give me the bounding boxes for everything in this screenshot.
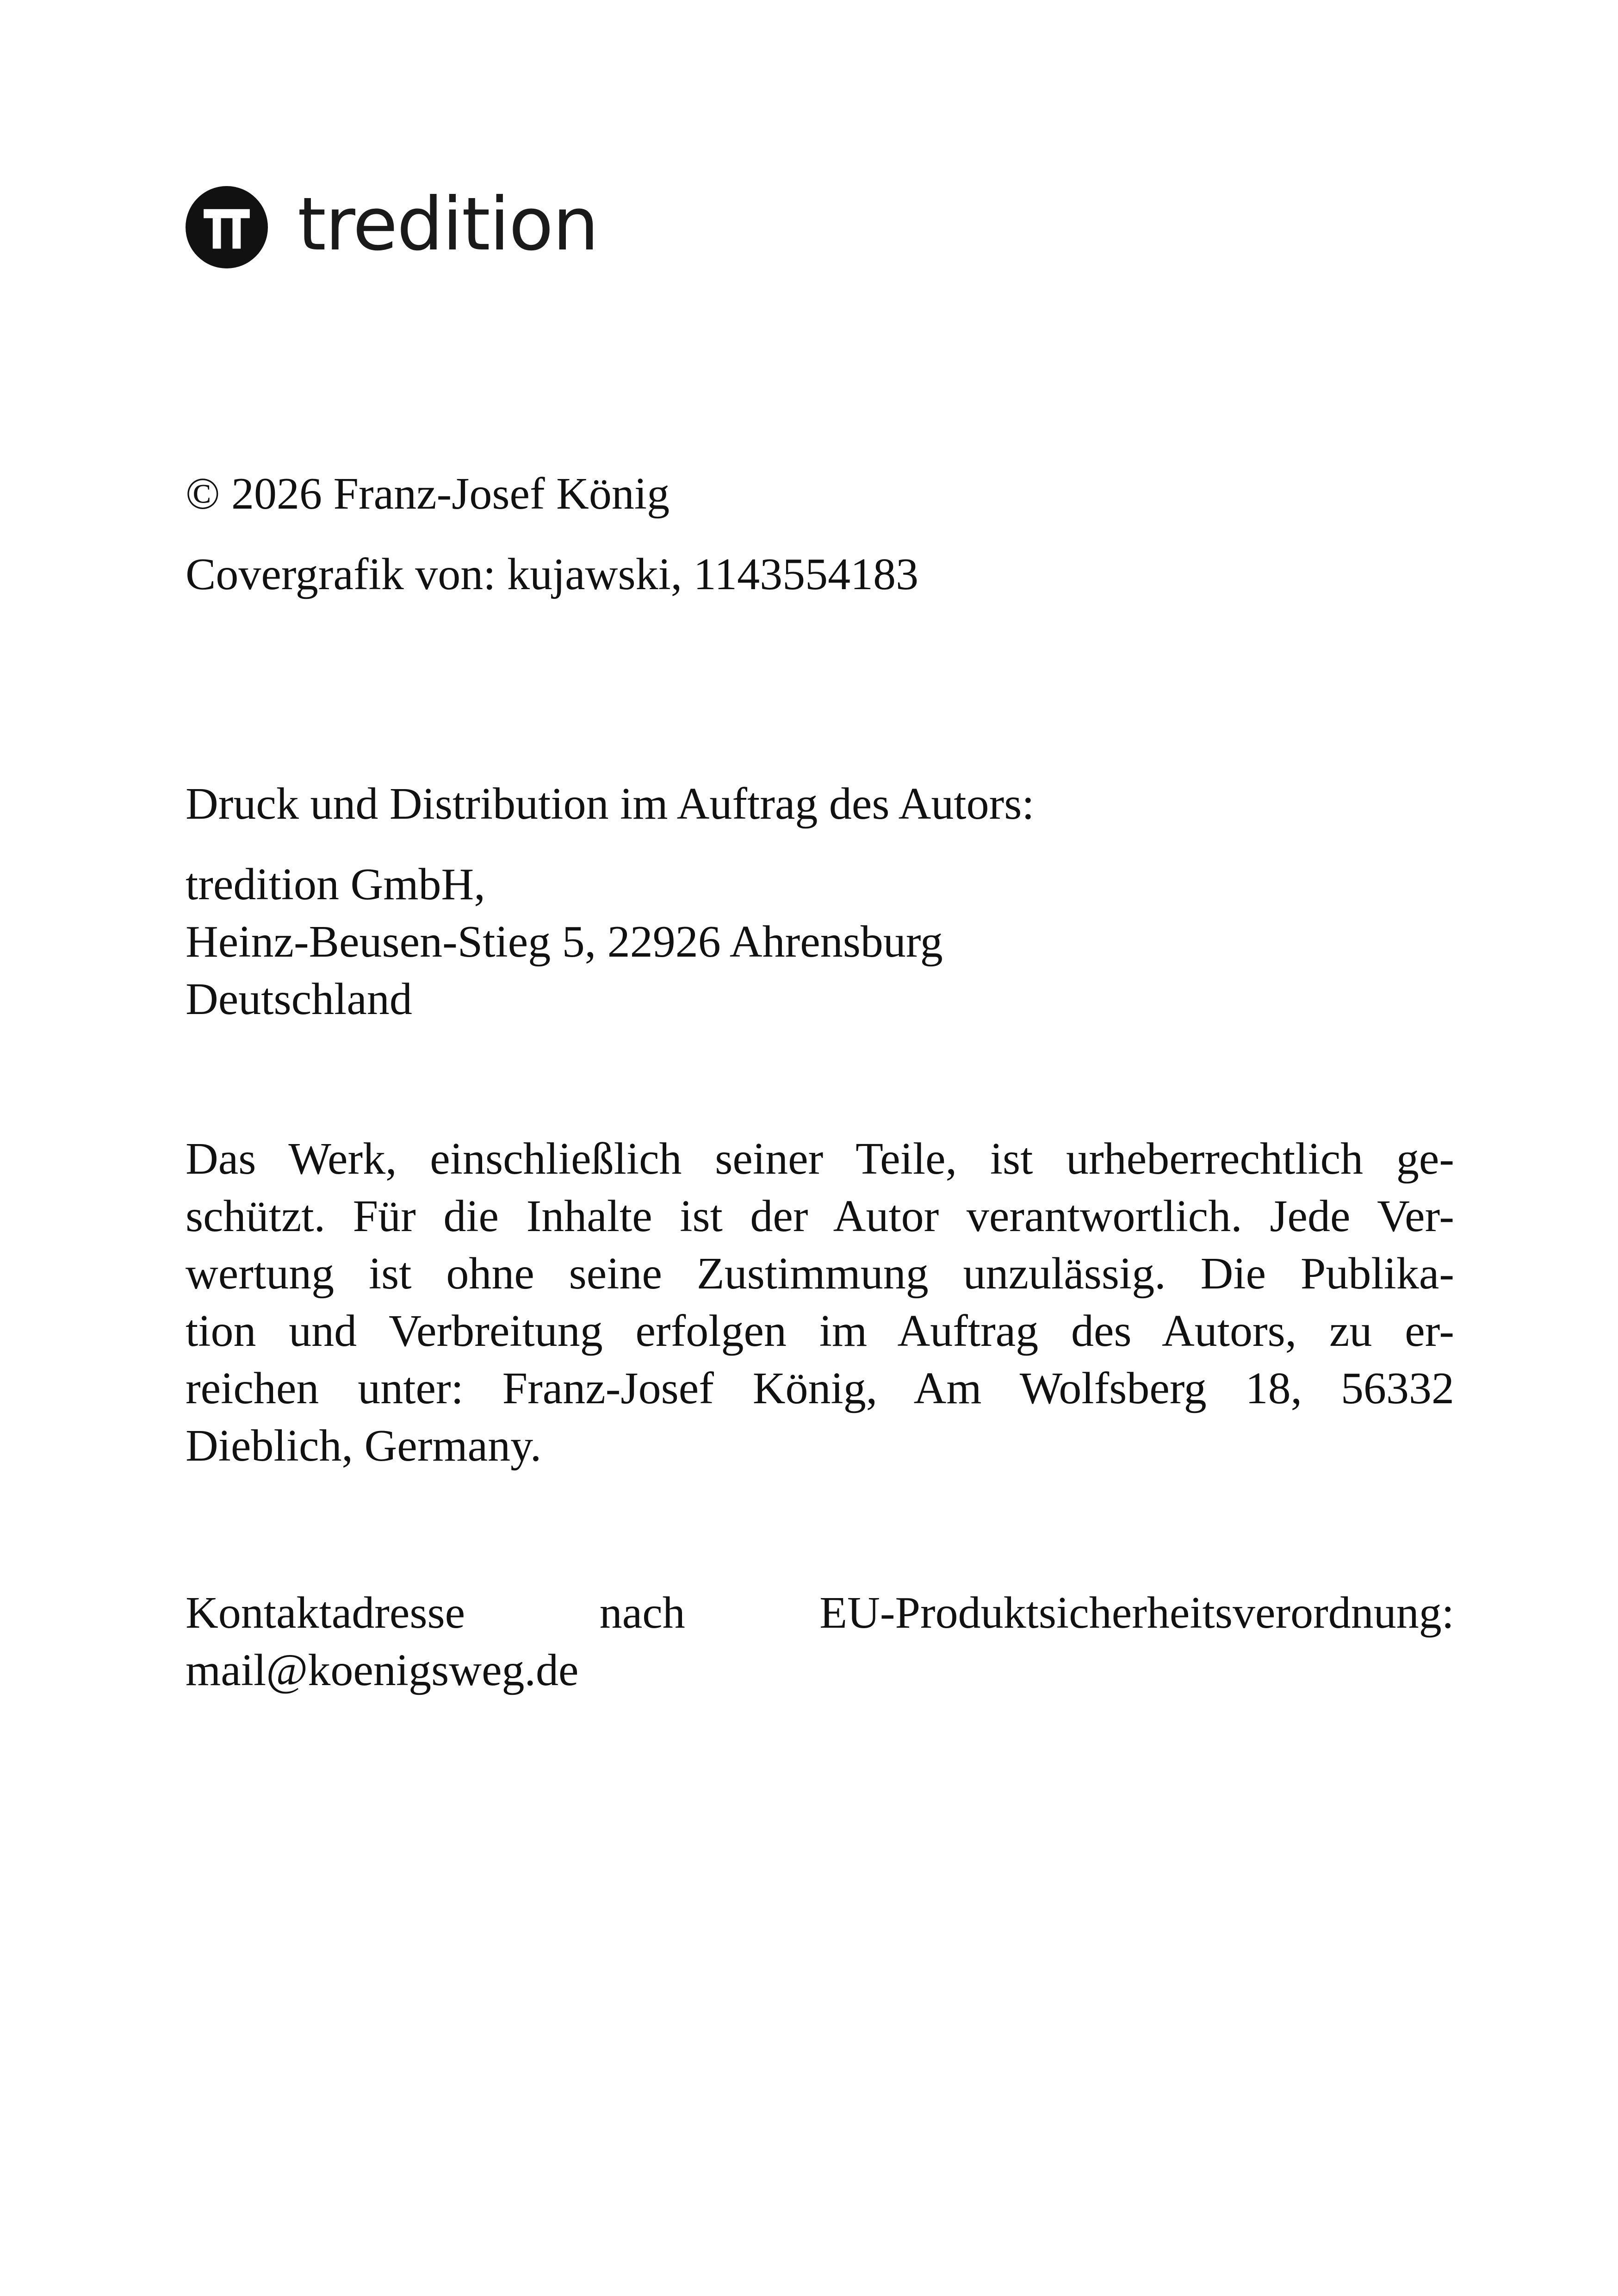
distribution-block (186, 775, 1454, 1028)
copyright-notice: © 2026 Franz-Josef König (186, 469, 670, 519)
rights-paragraph (186, 1130, 1454, 1475)
logo-wordmark: tredition (298, 181, 598, 267)
rights-line: Dieblich, Germany. (186, 1421, 542, 1471)
publisher-name: tredition GmbH, (186, 859, 485, 909)
rights-line: wertung ist ohne seine Zustimmung unzulässig. Die Publika- (186, 1249, 1454, 1299)
contact-block (186, 1584, 1454, 1699)
contact-label: Kontaktadresse nach EU-Produktsicherheitsverordnung: (186, 1588, 1454, 1638)
contact-email: mail@koenigsweg.de (186, 1645, 579, 1695)
publisher-country: Deutschland (186, 974, 412, 1024)
publisher-street: Heinz-Beusen-Stieg 5, 22926 Ahrensburg (186, 917, 943, 967)
rights-line: schützt. Für die Inhalte ist der Autor verantwortlich. Jede Ver- (186, 1191, 1454, 1241)
copyright-block (186, 465, 1454, 603)
publisher-logo (186, 181, 598, 270)
distribution-heading: Druck und Distribution im Auftrag des Autors: (186, 779, 1035, 829)
tredition-logo-icon (186, 186, 268, 268)
rights-line: reichen unter: Franz-Josef König, Am Wolfsberg 18, 56332 (186, 1363, 1454, 1413)
rights-line: tion und Verbreitung erfolgen im Auftrag des Autors, zu er- (186, 1306, 1454, 1356)
rights-line: Das Werk, einschließlich seiner Teile, ist urheberrechtlich ge- (186, 1134, 1454, 1184)
cover-credit: Covergrafik von: kujawski, 1143554183 (186, 549, 919, 599)
